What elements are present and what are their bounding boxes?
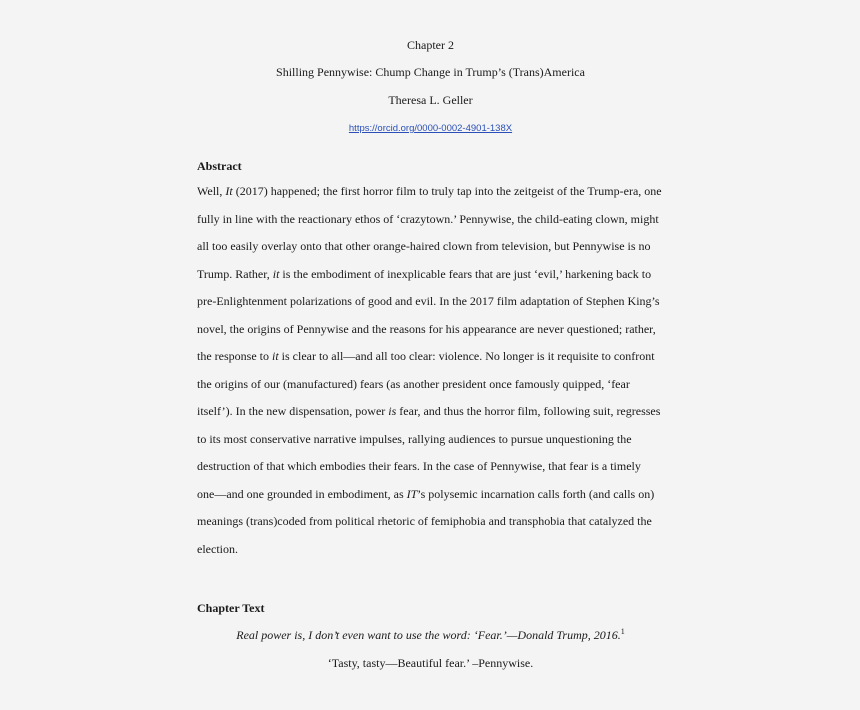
abstract-text: meanings (trans)coded from political rhetoric of femiphobia and transphobia that catalyzed the bbox=[197, 514, 652, 528]
abstract-line bbox=[197, 426, 672, 454]
abstract-line bbox=[197, 316, 672, 344]
chapter-text-heading: Chapter Text bbox=[197, 601, 265, 615]
abstract-line bbox=[197, 453, 672, 481]
abstract-emphasis: it bbox=[271, 349, 279, 363]
abstract-text: destruction of that which embodies their fears. In the case of Pennywise, that fear is a timely bbox=[197, 459, 641, 473]
abstract-line bbox=[197, 206, 672, 234]
abstract-line bbox=[197, 481, 672, 509]
abstract-text: is the embodiment of inexplicable fears that are just ‘evil,’ harkening back to bbox=[279, 266, 652, 281]
abstract-emphasis: IT bbox=[406, 486, 418, 501]
abstract-line bbox=[197, 233, 672, 261]
abstract-text: itself’). In the new dispensation, power bbox=[197, 404, 389, 418]
abstract-line bbox=[197, 288, 672, 316]
abstract-text: the origins of our (manufactured) fears (as another president once famously quipped, ‘fear bbox=[197, 376, 630, 391]
chapter-number: Chapter 2 bbox=[407, 38, 454, 52]
abstract-text: to its most conservative narrative impulses, rallying audiences to pursue unquestioning the bbox=[197, 431, 632, 446]
abstract-text: the response to bbox=[197, 349, 272, 363]
epigraph-pennywise: ‘Tasty, tasty—Beautiful fear.’ –Pennywise. bbox=[327, 656, 534, 670]
abstract-line bbox=[197, 536, 672, 564]
chapter-title: Shilling Pennywise: Chump Change in Trump’s (Trans)America bbox=[276, 65, 585, 79]
abstract-line bbox=[197, 178, 672, 206]
abstract-emphasis: It bbox=[225, 184, 233, 198]
epigraph-trump bbox=[197, 627, 664, 643]
abstract-text: election. bbox=[197, 541, 238, 556]
abstract-text: fully in line with the reactionary ethos of ‘crazytown.’ Pennywise, the child-eating clown, might bbox=[197, 211, 659, 226]
abstract-text: ’s polysemic incarnation calls forth (and calls on) bbox=[417, 486, 655, 501]
abstract-text: pre-Enlightenment polarizations of good and evil. In the 2017 film adaptation of Stephen King’s bbox=[197, 294, 660, 308]
author-name: Theresa L. Geller bbox=[388, 93, 473, 107]
abstract-text: fear, and thus the horror film, following suit, regresses bbox=[396, 404, 661, 418]
abstract-line bbox=[197, 398, 672, 426]
orcid-link-row bbox=[197, 119, 664, 137]
abstract-line bbox=[197, 371, 672, 399]
footnote-marker[interactable]: 1 bbox=[620, 627, 625, 636]
abstract-text: Trump. Rather, bbox=[197, 266, 273, 281]
abstract-text: (2017) happened; the first horror film to truly tap into the zeitgeist of the Trump-era, one bbox=[232, 184, 662, 198]
abstract-line bbox=[197, 508, 672, 536]
abstract-emphasis: is bbox=[388, 404, 397, 418]
abstract-text: novel, the origins of Pennywise and the reasons for his appearance are never questioned; rather, bbox=[197, 321, 656, 336]
abstract-text: is clear to all—and all too clear: violence. No longer is it requisite to confront bbox=[278, 349, 655, 363]
epigraph-trump-text: Real power is, I don’t even want to use the word: ‘Fear.’—Donald Trump, 2016. bbox=[236, 628, 621, 642]
orcid-link[interactable]: https://orcid.org/0000-0002-4901-138X bbox=[348, 123, 513, 134]
abstract-text: one—and one grounded in embodiment, as bbox=[197, 486, 407, 501]
abstract-heading: Abstract bbox=[197, 159, 242, 173]
abstract-body bbox=[197, 178, 672, 563]
abstract-line bbox=[197, 261, 672, 289]
abstract-text: Well, bbox=[197, 184, 226, 198]
abstract-emphasis: it bbox=[272, 266, 280, 281]
abstract-text: all too easily overlay onto that other orange-haired clown from television, but Pennywise is no bbox=[197, 239, 651, 253]
abstract-line bbox=[197, 343, 672, 371]
